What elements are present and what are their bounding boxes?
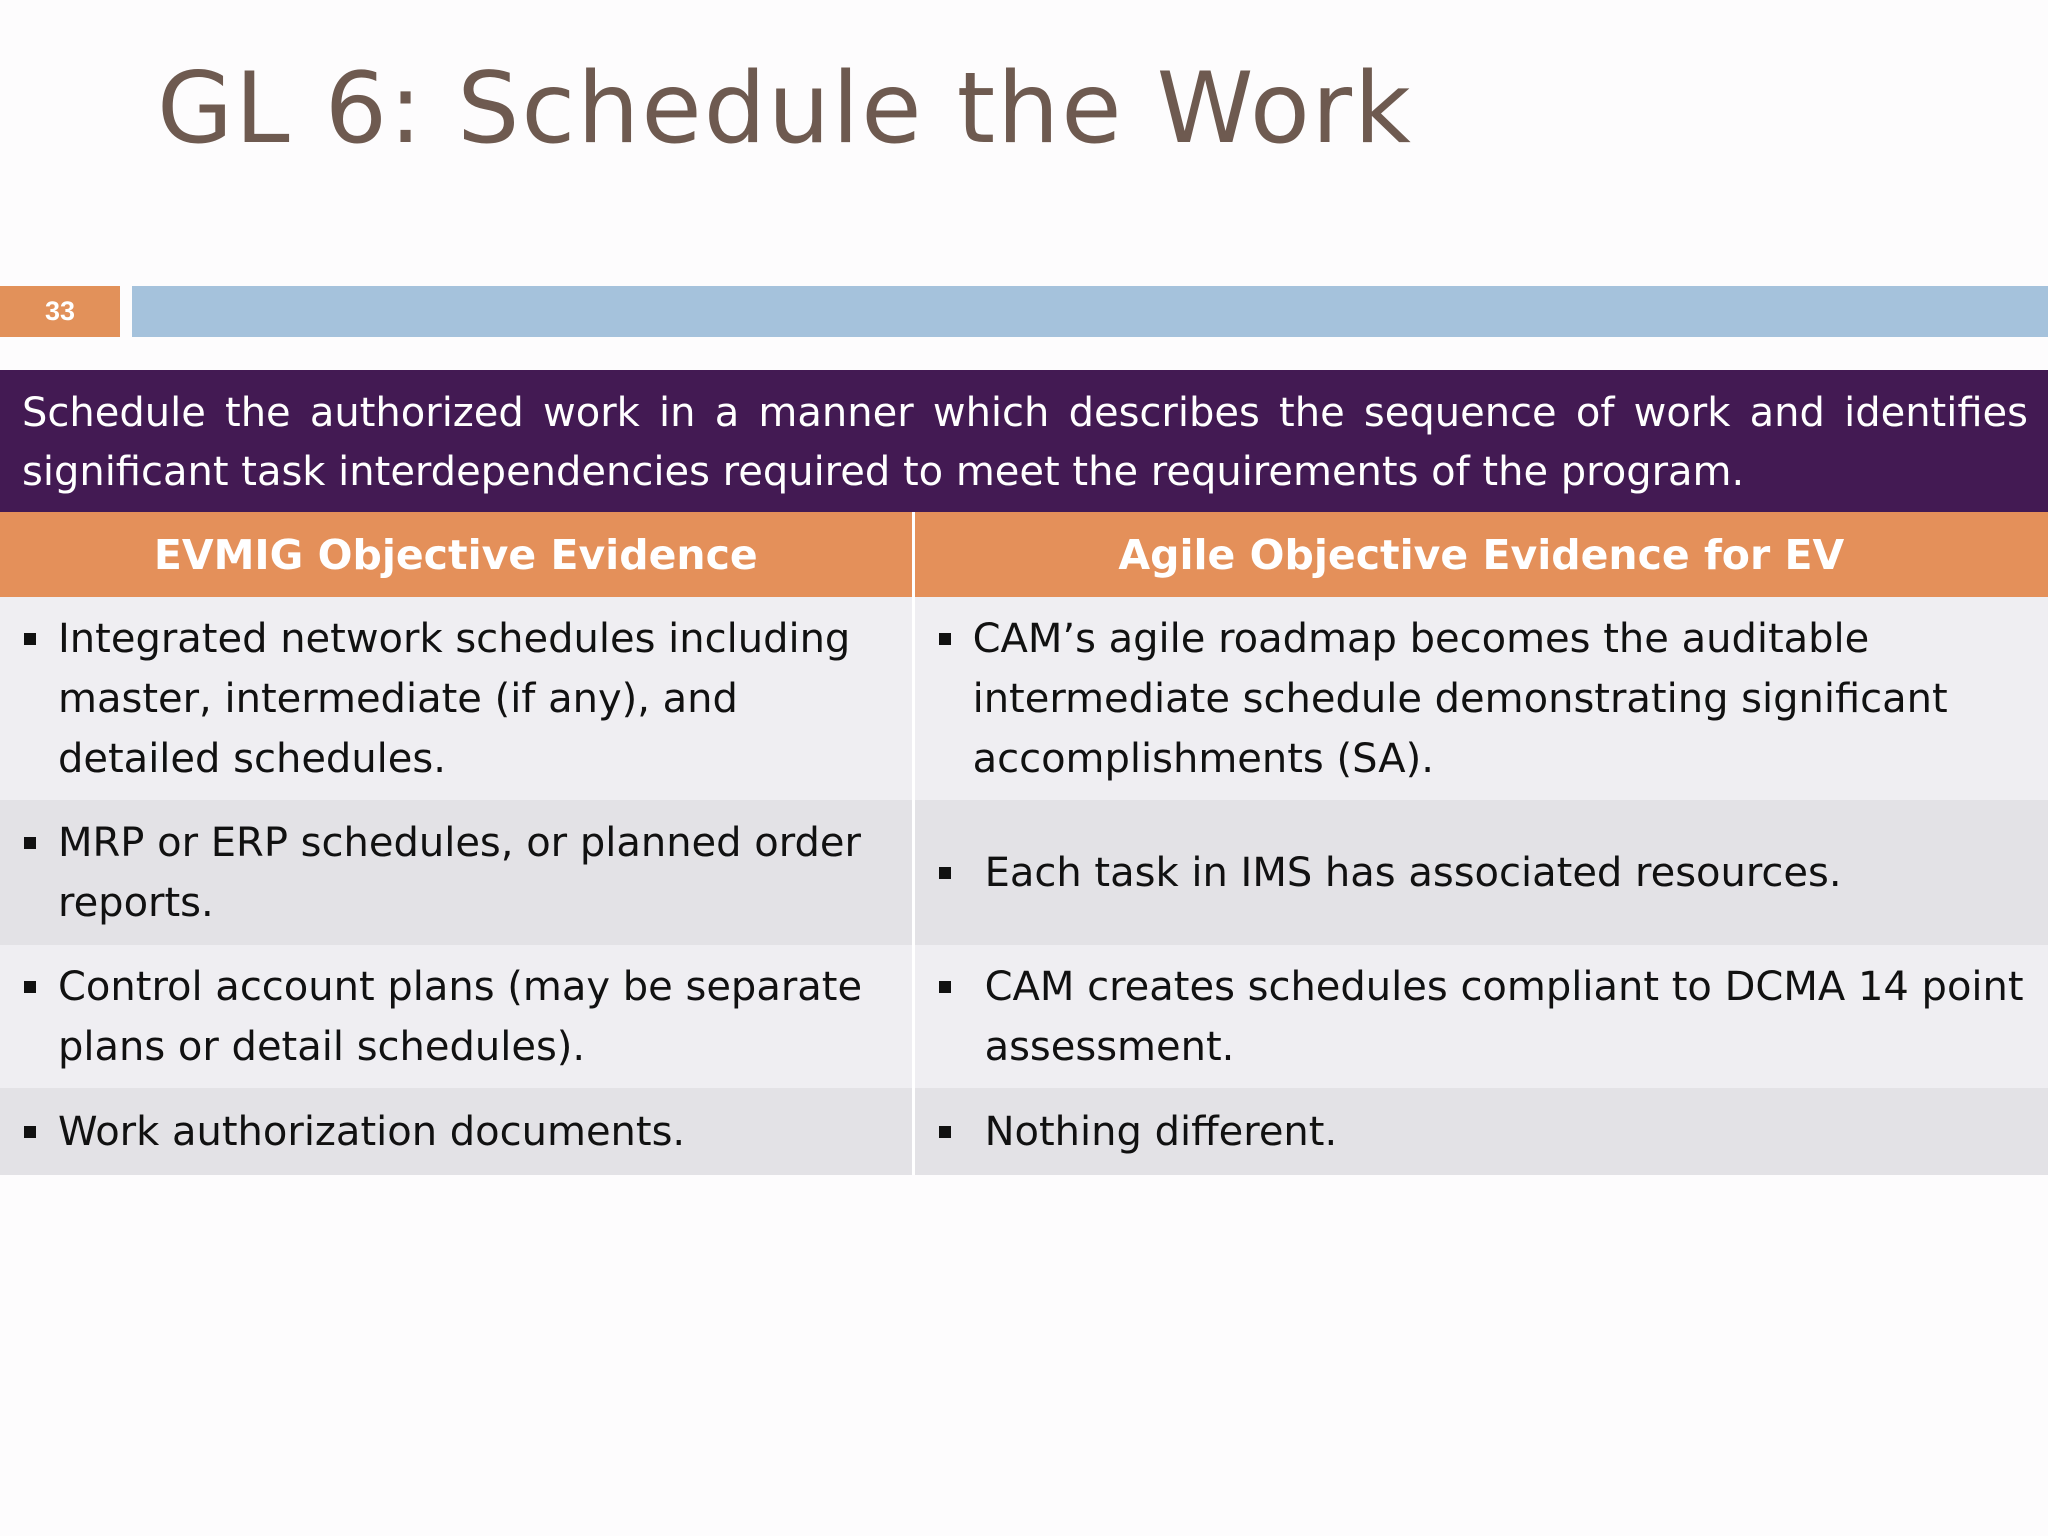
bullet-icon — [939, 981, 951, 993]
evmig-evidence: MRP or ERP schedules, or planned order reports. — [58, 819, 861, 926]
bullet-icon — [939, 1126, 951, 1138]
bullet-icon — [24, 981, 36, 993]
guideline-statement: Schedule the authorized work in a manner which describes the sequence of work and identifies significant task interdependencies required to meet the requirements of the program. — [0, 370, 2048, 512]
table-row — [0, 597, 2048, 800]
column-header-evmig: EVMIG Objective Evidence — [0, 512, 913, 597]
bullet-icon — [939, 633, 951, 645]
table-row — [0, 800, 2048, 945]
evmig-evidence: Control account plans (may be separate plans or detail schedules). — [58, 963, 863, 1070]
bullet-icon — [24, 633, 36, 645]
agile-evidence: Each task in IMS has associated resources. — [984, 849, 1842, 896]
evmig-evidence: Integrated network schedules including master, intermediate (if any), and detailed schedules. — [58, 615, 851, 782]
agile-evidence: CAM creates schedules compliant to DCMA 14 point assessment. — [984, 963, 2024, 1070]
table-row — [0, 945, 2048, 1088]
evmig-evidence: Work authorization documents. — [58, 1108, 686, 1155]
bullet-icon — [24, 837, 36, 849]
decorative-bar — [132, 286, 2048, 337]
agile-evidence: Nothing different. — [984, 1108, 1338, 1155]
bullet-icon — [24, 1126, 36, 1138]
bullet-icon — [939, 867, 951, 879]
table-row — [0, 1088, 2048, 1175]
agile-evidence: CAM’s agile roadmap becomes the auditable intermediate schedule demonstrating significant accomplishments (SA). — [972, 615, 1948, 782]
column-header-agile: Agile Objective Evidence for EV — [913, 512, 2048, 597]
evidence-table — [0, 512, 2048, 1175]
slide-number: 33 — [0, 286, 120, 337]
slide-title: GL 6: Schedule the Work — [157, 52, 1413, 166]
